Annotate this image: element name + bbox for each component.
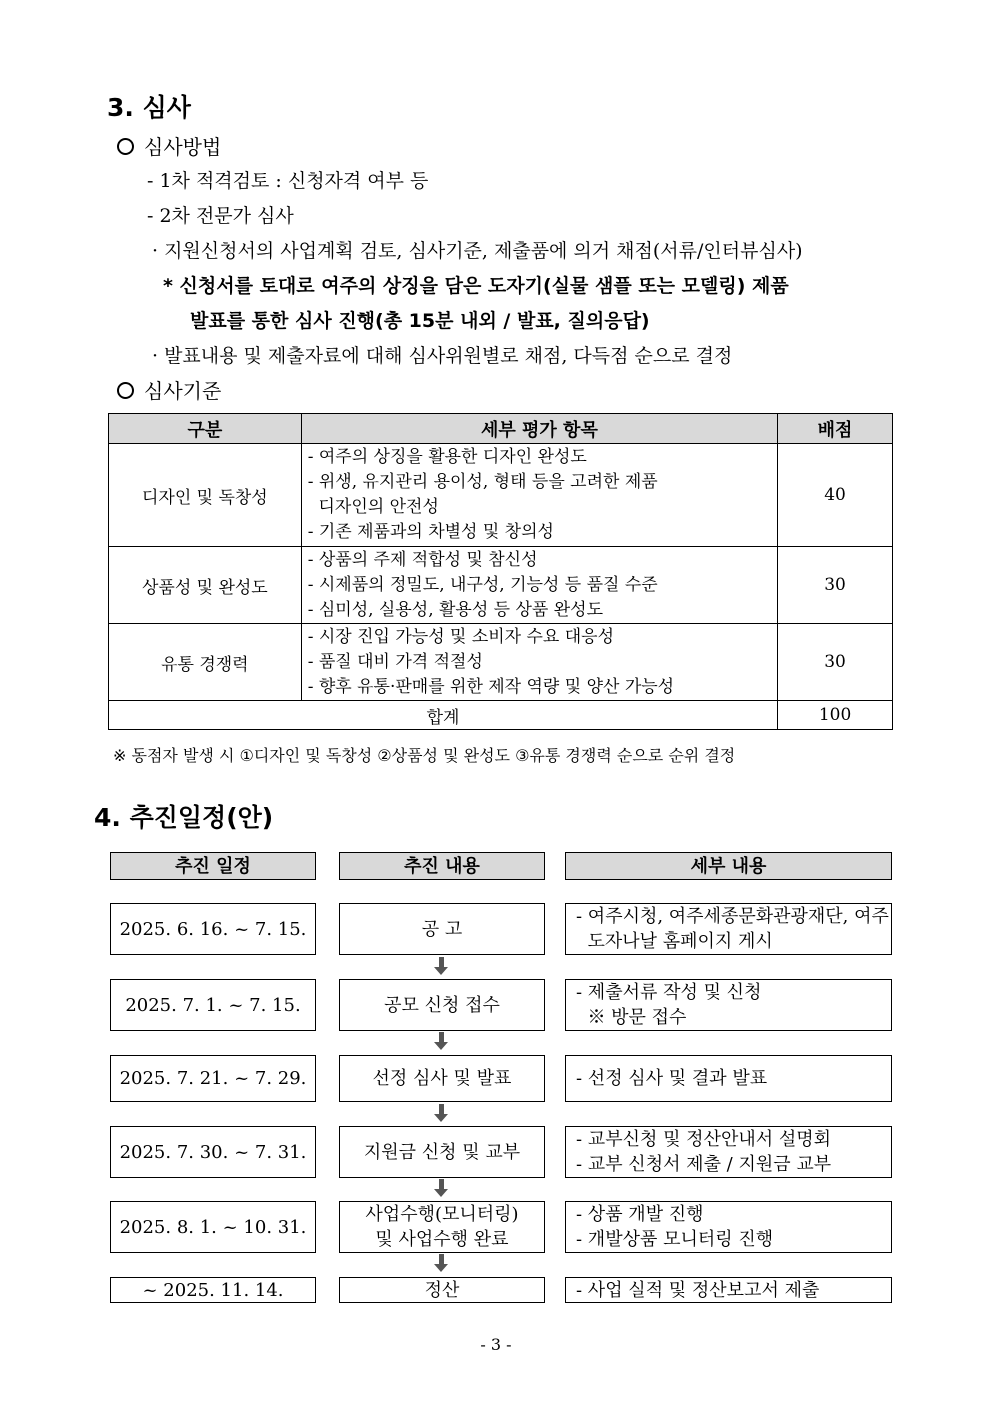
- row-category: 상품성 및 완성도: [109, 547, 302, 624]
- item-line: - 향후 유통·판매를 위한 제작 역량 및 양산 가능성: [307, 676, 675, 697]
- item-line: 디자인의 안전성: [307, 497, 439, 517]
- section-4-title: 4. 추진일정(안): [94, 803, 274, 832]
- content-line: 사업수행(모니터링): [365, 1204, 519, 1225]
- detail-line: - 제출서류 작성 및 신청: [576, 982, 762, 1003]
- header-content: 추진 내용: [339, 852, 545, 880]
- total-label: 합계: [109, 701, 778, 730]
- table-row: [109, 547, 893, 624]
- table-row: [109, 624, 893, 701]
- table-total-row: [109, 701, 893, 730]
- row-category: 유통 경쟁력: [109, 624, 302, 701]
- step-details: [565, 903, 892, 955]
- method-line-5: 발표를 통한 심사 진행(총 15분 내외 / 발표, 질의응답): [190, 310, 650, 332]
- tie-note: ※ 동점자 발생 시 ①디자인 및 독창성 ②상품성 및 완성도 ③유통 경쟁력 순으로 순위 결정: [113, 746, 736, 765]
- item-line: - 여주의 상징을 활용한 디자인 완성도: [307, 447, 587, 467]
- step-content: 선정 심사 및 발표: [339, 1055, 545, 1102]
- step-date: 2025. 8. 1. ~ 10. 31.: [110, 1201, 316, 1253]
- header-items: 세부 평가 항목: [301, 414, 777, 444]
- row-score: 30: [778, 624, 893, 701]
- header-category: 구분: [109, 414, 302, 444]
- page-number: - 3 -: [480, 1335, 512, 1354]
- method-heading-label: 심사방법: [144, 135, 222, 159]
- step-date: 2025. 6. 16. ~ 7. 15.: [110, 903, 316, 955]
- step-content: 지원금 신청 및 교부: [339, 1126, 545, 1178]
- circle-bullet-icon: [117, 138, 134, 155]
- step-date: 2025. 7. 1. ~ 7. 15.: [110, 979, 316, 1031]
- detail-line: - 상품 개발 진행: [576, 1204, 704, 1225]
- detail-line: - 사업 실적 및 정산보고서 제출: [576, 1279, 820, 1301]
- header-schedule: 추진 일정: [110, 852, 316, 880]
- item-line: - 기존 제품과의 차별성 및 창의성: [307, 522, 554, 542]
- row-score: 30: [778, 547, 893, 624]
- detail-line: - 교부신청 및 정산안내서 설명회: [576, 1129, 832, 1150]
- detail-line: - 교부 신청서 제출 / 지원금 교부: [576, 1154, 832, 1175]
- row-category: 디자인 및 독창성: [109, 444, 302, 547]
- item-line: - 위생, 유지관리 용이성, 형태 등을 고려한 제품: [307, 472, 658, 492]
- step-content: [339, 1201, 545, 1253]
- method-heading: [117, 131, 221, 160]
- section-3-title: 3. 심사: [107, 93, 191, 122]
- criteria-heading-label: 심사기준: [144, 379, 222, 403]
- step-details: [565, 1055, 892, 1102]
- criteria-heading: [117, 375, 221, 404]
- item-line: - 상품의 주제 적합성 및 참신성: [307, 549, 538, 570]
- table-row: [109, 444, 893, 547]
- step-details: [565, 1126, 892, 1178]
- step-details: [565, 979, 892, 1031]
- method-line-3: · 지원신청서의 사업계획 검토, 심사기준, 제출품에 의거 채점(서류/인터뷰심사): [152, 240, 803, 262]
- detail-line: ※ 방문 접수: [576, 1007, 687, 1028]
- total-score: 100: [778, 701, 893, 730]
- method-line-6: · 발표내용 및 제출자료에 대해 심사위원별로 채점, 다득점 순으로 결정: [152, 345, 733, 367]
- method-line-1: - 1차 적격검토 : 신청자격 여부 등: [147, 170, 429, 192]
- method-line-2: - 2차 전문가 심사: [147, 205, 294, 227]
- step-details: [565, 1201, 892, 1253]
- step-date: 2025. 7. 30. ~ 7. 31.: [110, 1126, 316, 1178]
- content-line: 및 사업수행 완료: [375, 1229, 509, 1250]
- item-line: - 시제품의 정밀도, 내구성, 기능성 등 품질 수준: [307, 574, 658, 595]
- item-line: - 품질 대비 가격 적절성: [307, 651, 483, 672]
- detail-line: 도자나날 홈페이지 게시: [576, 931, 773, 952]
- method-line-4: * 신청서를 토대로 여주의 상징을 담은 도자기(실물 샘플 또는 모델링) 제품: [163, 275, 789, 297]
- header-score: 배점: [778, 414, 893, 444]
- detail-line: - 개발상품 모니터링 진행: [576, 1229, 774, 1250]
- criteria-table: [108, 413, 893, 730]
- header-details: 세부 내용: [565, 852, 892, 880]
- row-items: [301, 624, 777, 701]
- item-line: - 시장 진입 가능성 및 소비자 수요 대응성: [307, 626, 615, 647]
- step-content: 공 고: [339, 903, 545, 955]
- item-line: - 심미성, 실용성, 활용성 등 상품 완성도: [307, 599, 604, 620]
- step-content: 공모 신청 접수: [339, 979, 545, 1031]
- step-date: ~ 2025. 11. 14.: [110, 1277, 316, 1303]
- step-details: [565, 1277, 892, 1303]
- step-date: 2025. 7. 21. ~ 7. 29.: [110, 1055, 316, 1102]
- step-content: 정산: [339, 1277, 545, 1303]
- detail-line: - 여주시청, 여주세종문화관광재단, 여주: [576, 906, 889, 927]
- detail-line: - 선정 심사 및 결과 발표: [576, 1068, 768, 1089]
- row-items: [301, 444, 777, 547]
- row-score: 40: [778, 444, 893, 547]
- circle-bullet-icon: [117, 382, 134, 399]
- criteria-table-header: [109, 414, 893, 444]
- row-items: [301, 547, 777, 624]
